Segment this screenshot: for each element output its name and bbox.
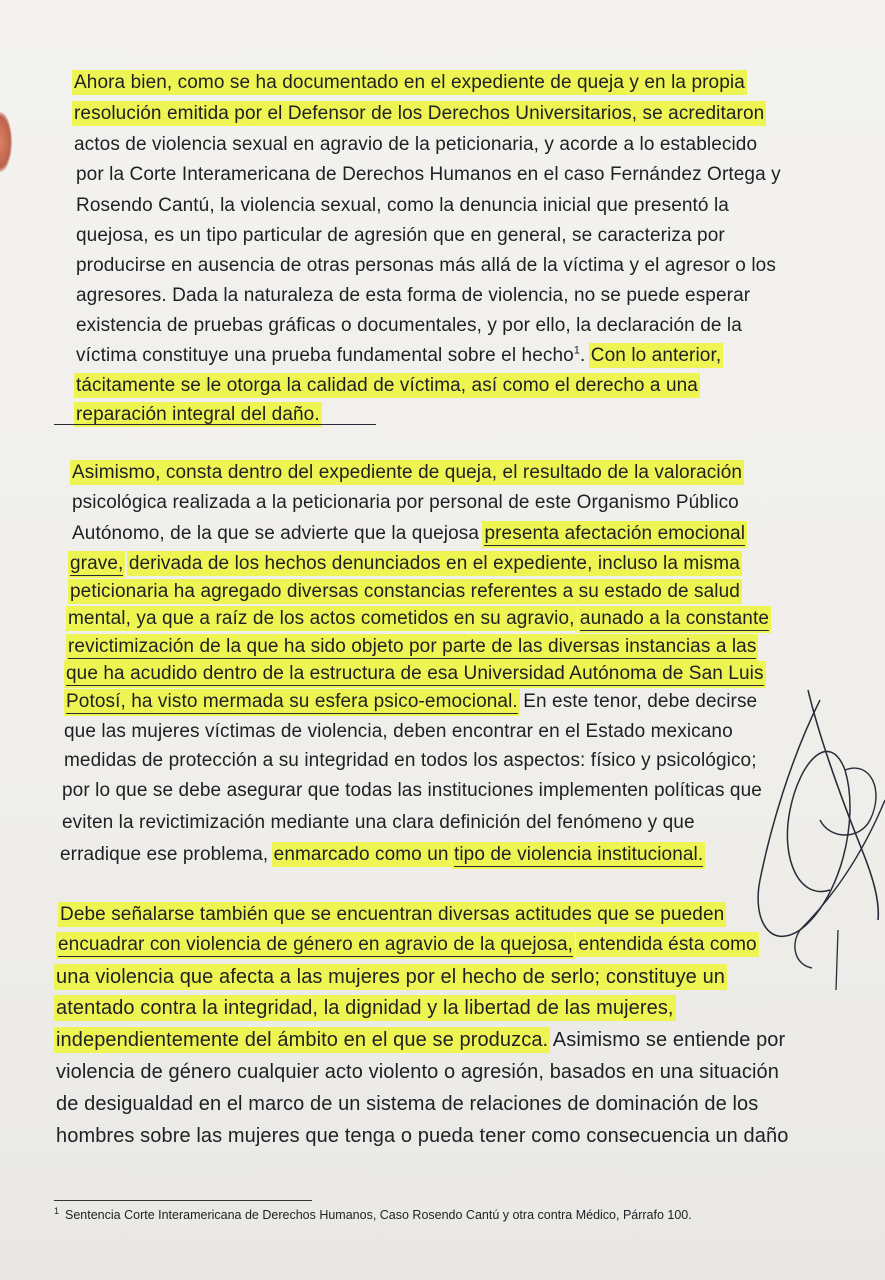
text-line: atentado contra la integridad, la dignidad y la libertad de las mujeres, <box>56 997 674 1019</box>
text-line: quejosa, es un tipo particular de agresión que en general, se caracteriza por <box>76 225 725 246</box>
text-line: Rosendo Cantú, la violencia sexual, como la denuncia inicial que presentó la <box>76 195 729 216</box>
footnote-divider <box>54 1200 312 1201</box>
text-line: existencia de pruebas gráficas o documentales, y por ello, la declaración de la <box>76 315 742 336</box>
text-line: tácitamente se le otorga la calidad de víctima, así como el derecho a una <box>76 375 698 396</box>
text-line: hombres sobre las mujeres que tenga o pueda tener como consecuencia un daño <box>56 1125 789 1147</box>
text-line: psicológica realizada a la peticionaria por personal de este Organismo Público <box>72 492 739 513</box>
text-line: una violencia que afecta a las mujeres por el hecho de serlo; constituye un <box>56 966 726 988</box>
text-line: revictimización de la que ha sido objeto por parte de las diversas instancias a las <box>68 636 757 657</box>
text-line: peticionaria ha agregado diversas constancias referentes a su estado de salud <box>70 581 740 602</box>
text-line: medidas de protección a su integridad en todos los aspectos: físico y psicológico; <box>64 750 757 771</box>
text-highlight: tipo de violencia institucional. <box>453 844 704 865</box>
text-highlight: independientemente del ámbito en el que se produzca. <box>56 1029 549 1051</box>
text-line: entendida ésta como <box>578 934 757 955</box>
footnote <box>54 1205 692 1222</box>
text-line: violencia de género cualquier acto violento o agresión, basados en una situación <box>56 1061 779 1083</box>
text-line: reparación integral del daño. <box>76 404 320 425</box>
footnote-text: Sentencia Corte Interamericana de Derechos Humanos, Caso Rosendo Cantú y otra contra Médico, Párrafo 100. <box>65 1208 692 1222</box>
text-line: Autónomo, de la que se advierte que la quejosa <box>72 523 480 544</box>
text-highlight: aunado a la constante <box>579 608 769 629</box>
text-line-highlight: Con lo anterior, <box>590 345 722 366</box>
text-highlight: grave, <box>70 553 124 574</box>
text-highlight: encuadrar con violencia de género en agravio de la quejosa, <box>58 934 574 955</box>
text-line: que ha acudido dentro de la estructura de esa Universidad Autónoma de San Luis <box>66 663 764 684</box>
text-line: de desigualdad en el marco de un sistema de relaciones de dominación de los <box>56 1093 759 1115</box>
text-highlight: enmarcado como un <box>273 844 449 865</box>
text-line: resolución emitida por el Defensor de los Derechos Universitarios, se acreditaron <box>74 103 765 124</box>
text-line: Debe señalarse también que se encuentran diversas actitudes que se pueden <box>60 904 725 925</box>
text-line: actos de violencia sexual en agravio de la peticionaria, y acorde a lo establecido <box>74 134 758 155</box>
text-line: producirse en ausencia de otras personas más allá de la víctima y el agresor o los <box>76 255 776 276</box>
text-line: por la Corte Interamericana de Derechos Humanos en el caso Fernández Ortega y <box>76 164 781 185</box>
text-line: derivada de los hechos denunciados en el expediente, incluso la misma <box>128 553 740 574</box>
text-line: eviten la revictimización mediante una clara definición del fenómeno y que <box>62 812 695 833</box>
text-line: En este tenor, debe decirse <box>523 691 758 712</box>
pen-underline <box>54 424 376 425</box>
text-line: erradique ese problema, <box>60 844 269 865</box>
footnote-ref[interactable]: 1 <box>573 344 581 357</box>
text-line: Asimismo, consta dentro del expediente de queja, el resultado de la valoración <box>72 462 743 483</box>
text-line: agresores. Dada la naturaleza de esta forma de violencia, no se puede esperar <box>76 285 751 306</box>
footnote-marker: 1 <box>54 1205 60 1216</box>
text-highlight: presenta afectación emocional <box>484 523 746 544</box>
text-line: víctima constituye una prueba fundamental sobre el hecho <box>76 345 574 366</box>
text-line: Asimismo se entiende por <box>552 1029 786 1051</box>
page-edge-stain <box>0 112 12 172</box>
text-line: que las mujeres víctimas de violencia, deben encontrar en el Estado mexicano <box>64 721 733 742</box>
text-line: Ahora bien, como se ha documentado en el expediente de queja y en la propia <box>74 72 745 93</box>
text-line: por lo que se debe asegurar que todas las instituciones implementen políticas que <box>62 780 762 801</box>
scanned-document-page: Ahora bien, como se ha documentado en el expediente de queja y en la propia resolución emitida por el Defensor de los Derechos Universitarios, se acreditaron actos de violencia sexual en agravio de la peticionaria, y acorde a lo establecido por la Corte Interamericana de Derechos Humanos en el caso Fernández Ortega y Rosendo Cantú, la violencia sexual, como la denuncia inicial que presentó la quejosa, es un tipo particular de agresión que en general, se caracteriza por producirse en ausencia de otras personas más allá de la víctima y el agresor o los agresores. Dada la naturaleza de esta forma de violencia, no se puede esperar existencia de pruebas gráficas o documentales, y por ello, la declaración de la víctima constituye una prueba fundamental sobre el hecho$^1$. Con lo anterior, tácitamente se le otorga la calidad de víctima, así como el derecho a una reparación integral del daño. Asimismo, consta dentro del expediente de queja, el resultado de la valoración psicológica realizada a la peticionaria por personal de este Organismo Público Autónomo, de la que se advierte que la quejosa presenta afectación emocional grave, derivada de los hechos denunciados en el expediente, incluso la misma peticionaria ha agregado diversas constancias referentes a su estado de salud mental, ya que a raíz de los actos cometidos en su agravio, aunado a la constante revictimización de la que ha sido objeto por parte de las diversas instancias a las que ha acudido dentro de la estructura de esa Universidad Autónoma de San Luis Potosí, ha visto mermada su esfera psico-emocional. En este tenor, debe decirse que las mujeres víctimas de violencia, deben encontrar en el Estado mexicano medidas de protección a su integridad en todos los aspectos: físico y psicológico; por lo que se debe asegurar que todas las instituciones implementen políticas que eviten la revictimización mediante una clara definición del fenómeno y que erradique ese problema, enmarcado como un tipo de violencia institucional. Debe señalarse también que se encuentran diversas actitudes que se pueden encuadrar con violencia de género en agravio de la quejosa, entendida ésta como una violencia que afecta a las mujeres por el hecho de serlo; constituye un atentado contra la integridad, la dignidad y la libertad de las mujeres, independientemente del ámbito en el que se produzca. Asimismo se entiende por violencia de género cualquier acto violento o agresión, basados en una situación de desigualdad en el marco de un sistema de relaciones de dominación de los hombres sobre las mujeres que tenga o pueda tener como consecuencia un daño $^1$ Sentencia Corte Interamericana de Derechos Humanos, Caso Rosendo Cantú y otra contra Médico, Párrafo 100. <box>0 0 885 1280</box>
text-highlight: Potosí, ha visto mermada su esfera psico-emocional. <box>66 691 518 712</box>
text-line: mental, ya que a raíz de los actos cometidos en su agravio, <box>68 608 575 629</box>
